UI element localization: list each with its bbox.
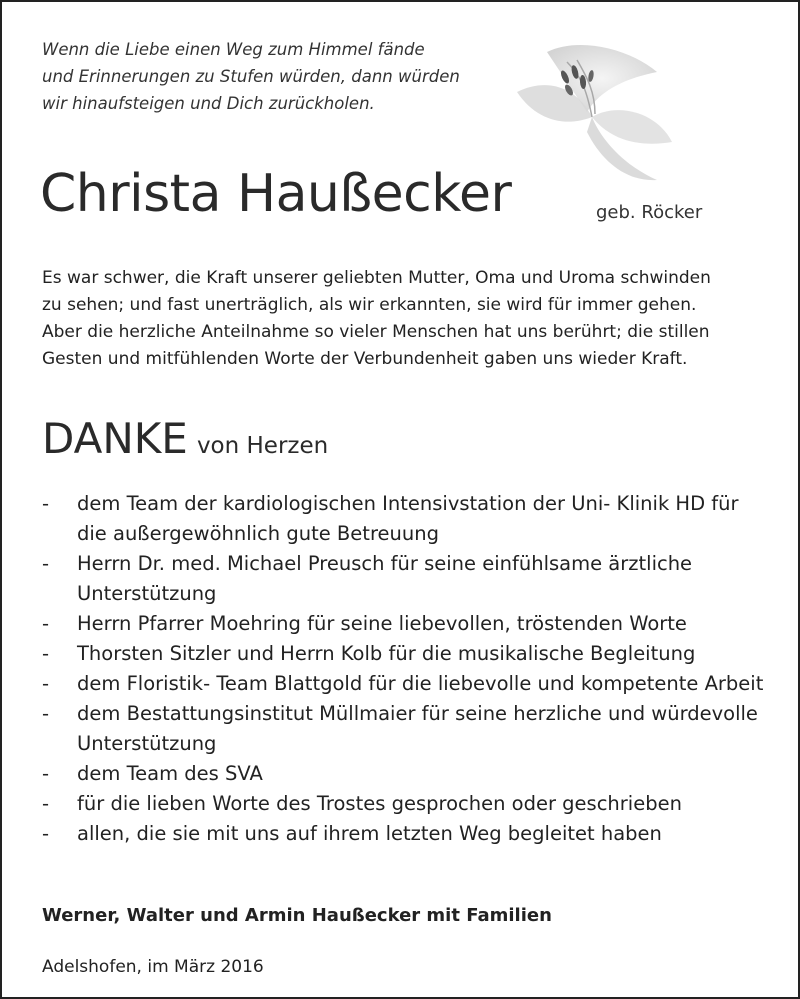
message-line: zu sehen; und fast unerträglich, als wir erkannten, sie wird für immer gehen. xyxy=(42,295,697,315)
list-item-text: Herrn Dr. med. Michael Preusch für seine einfühlsame ärztliche Unterstützung xyxy=(77,552,693,605)
list-item xyxy=(42,699,772,759)
verse-line: wir hinaufsteigen und Dich zurückholen. xyxy=(42,94,375,113)
memorial-verse xyxy=(42,36,460,117)
list-item-text: dem Team des SVA xyxy=(77,762,263,785)
list-bullet: - xyxy=(42,612,50,635)
list-item-text: Thorsten Sitzler und Herrn Kolb für die musikalische Begleitung xyxy=(77,642,696,665)
list-bullet: - xyxy=(42,552,50,575)
message-line: Es war schwer, die Kraft unserer geliebten Mutter, Oma und Uroma schwinden xyxy=(42,268,711,288)
place-date: Adelshofen, im März 2016 xyxy=(42,957,264,977)
thanks-message xyxy=(42,265,711,373)
list-item-text: für die lieben Worte des Trostes gesprochen oder geschrieben xyxy=(77,792,682,815)
list-bullet: - xyxy=(42,762,50,785)
message-line: Aber die herzliche Anteilnahme so vieler Menschen hat uns berührt; die stillen xyxy=(42,322,710,342)
list-bullet: - xyxy=(42,792,50,815)
thanks-list xyxy=(42,489,772,849)
family-signature: Werner, Walter und Armin Haußecker mit Familien xyxy=(42,905,552,926)
list-bullet: - xyxy=(42,822,50,845)
list-item xyxy=(42,759,772,789)
list-item-text: dem Bestattungsinstitut Müllmaier für seine herzliche und würdevolle Unterstützung xyxy=(77,702,758,755)
list-item xyxy=(42,549,772,609)
list-bullet: - xyxy=(42,642,50,665)
list-bullet: - xyxy=(42,672,50,695)
list-bullet: - xyxy=(42,702,50,725)
list-item xyxy=(42,609,772,639)
verse-line: und Erinnerungen zu Stufen würden, dann würden xyxy=(42,67,460,86)
list-item xyxy=(42,669,772,699)
list-item xyxy=(42,819,772,849)
list-item xyxy=(42,639,772,669)
deceased-name: Christa Haußecker xyxy=(40,164,512,224)
list-item-text: allen, die sie mit uns auf ihrem letzten Weg begleitet haben xyxy=(77,822,662,845)
message-line: Gesten und mitfühlenden Worte der Verbundenheit gaben uns wieder Kraft. xyxy=(42,349,688,369)
verse-line: Wenn die Liebe einen Weg zum Himmel fände xyxy=(42,40,425,59)
list-item xyxy=(42,489,772,549)
list-item-text: Herrn Pfarrer Moehring für seine liebevollen, tröstenden Worte xyxy=(77,612,687,635)
danke-subtitle: von Herzen xyxy=(196,433,329,459)
list-item xyxy=(42,789,772,819)
birth-name: geb. Röcker xyxy=(596,202,703,223)
list-item-text: dem Floristik- Team Blattgold für die liebevolle und kompetente Arbeit xyxy=(77,672,764,695)
lily-flower-icon xyxy=(507,32,677,182)
danke-heading xyxy=(42,414,328,463)
list-item-text: dem Team der kardiologischen Intensivstation der Uni- Klinik HD für die außergewöhnlich gute Betreuung xyxy=(77,492,739,545)
list-bullet: - xyxy=(42,492,50,515)
danke-title: DANKE xyxy=(42,414,188,463)
